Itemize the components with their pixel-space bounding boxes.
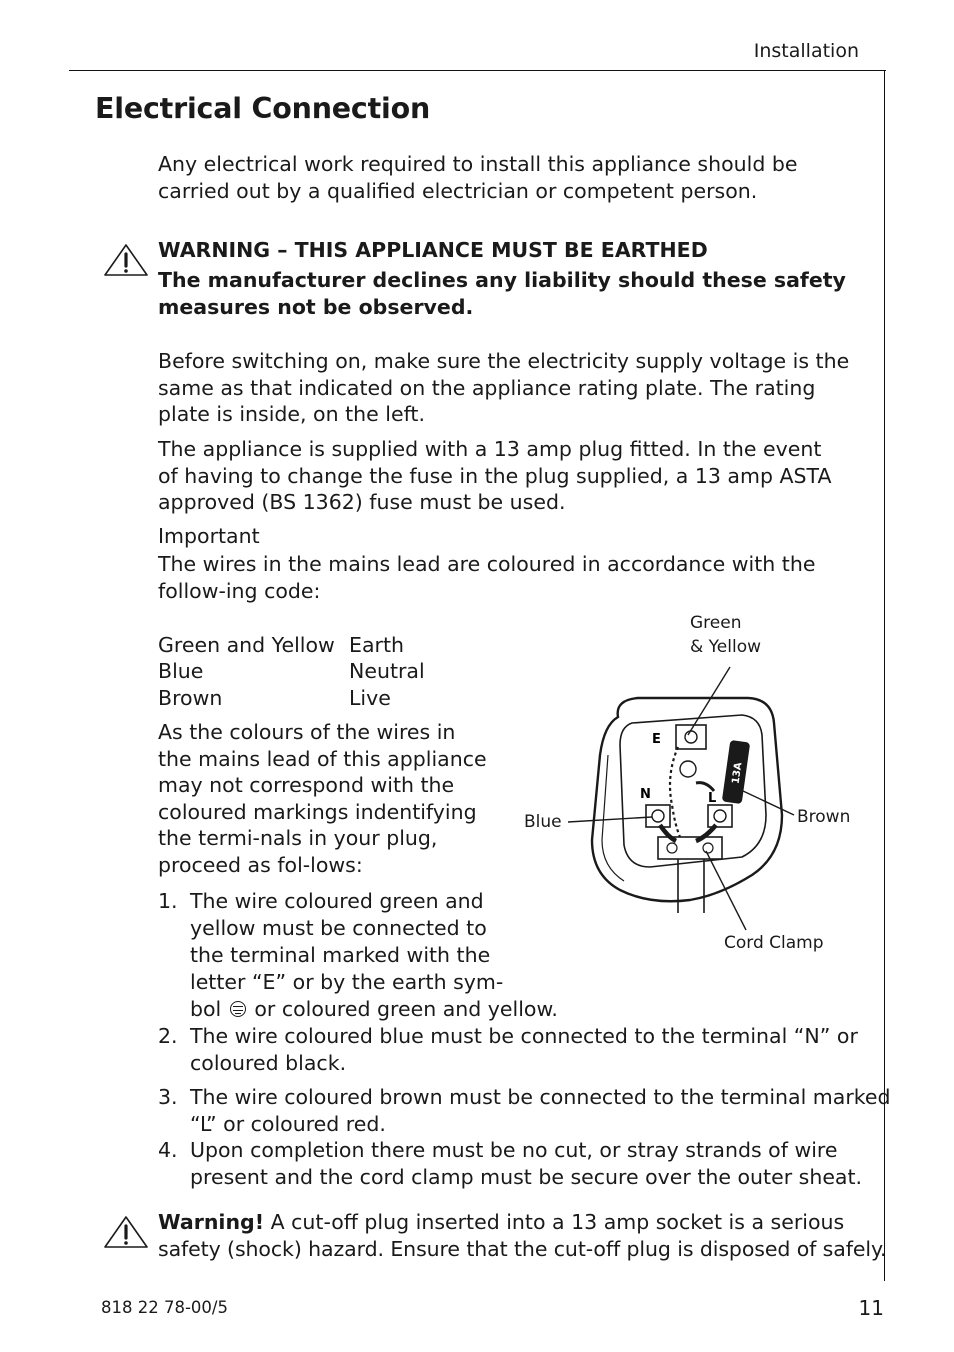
list-text: Upon completion there must be no cut, or stray strands of wire <box>190 1138 838 1162</box>
list-item <box>158 888 558 1023</box>
terminal-l-label: L <box>708 791 717 806</box>
plug-paragraph: The appliance is supplied with a 13 amp plug fitted. In the event of having to change the fuse in the plug supplied, a 13 amp ASTA approved (BS 1362) fuse must be used. <box>158 437 832 514</box>
colours-paragraph: As the colours of the wires in the mains lead of this appliance may not correspond with the coloured markings indentifying the termi-nals in your plug, proceed as fol-lows: <box>158 720 487 877</box>
label-brown: Brown <box>797 807 851 827</box>
list-number: 2. <box>158 1024 178 1048</box>
warning-text: A cut-off plug inserted into a 13 amp socket is a serious <box>270 1210 845 1234</box>
important-heading: Important <box>158 524 260 548</box>
label-green-yellow: & Yellow <box>690 637 761 657</box>
list-text: “L” or coloured red. <box>190 1112 386 1136</box>
list-text: the terminal marked with the <box>190 943 491 967</box>
warning-body: The manufacturer declines any liability should these safety measures not be observed. <box>158 268 846 319</box>
list-item <box>158 1084 891 1138</box>
plug-illustration <box>520 605 860 965</box>
wire-meaning-live: Live <box>349 686 391 710</box>
list-text: coloured black. <box>190 1051 347 1075</box>
page-number: 11 <box>858 1296 884 1320</box>
page-title: Electrical Connection <box>95 92 431 125</box>
header-rule <box>69 70 886 71</box>
document-code: 818 22 78-00/5 <box>101 1298 228 1317</box>
earth-symbol-icon <box>230 1001 246 1017</box>
list-text: yellow must be connected to <box>190 916 487 940</box>
list-text: The wire coloured green and <box>190 889 484 913</box>
label-cord-clamp: Cord Clamp <box>724 933 824 953</box>
warning-text: safety (shock) hazard. Ensure that the cut-off plug is disposed of safely. <box>158 1237 887 1261</box>
list-text: The wire coloured brown must be connected to the terminal marked <box>190 1085 891 1109</box>
warning-icon <box>103 243 149 277</box>
list-text: letter “E” or by the earth sym- <box>190 970 504 994</box>
wire-meaning-neutral: Neutral <box>349 659 425 683</box>
list-text: present and the cord clamp must be secure over the outer sheat. <box>190 1165 863 1189</box>
list-text: bol <box>190 997 222 1021</box>
intro-paragraph: Any electrical work required to install this appliance should be carried out by a qualified electrician or competent person. <box>158 152 798 203</box>
terminal-e-label: E <box>652 732 661 747</box>
fuse-label: 13A <box>730 761 745 785</box>
wire-colour-green-yellow: Green and Yellow <box>158 633 335 657</box>
warning-heading: WARNING – THIS APPLIANCE MUST BE EARTHED <box>158 238 708 262</box>
wire-meaning-earth: Earth <box>349 633 404 657</box>
list-text: or coloured green and yellow. <box>254 997 558 1021</box>
list-number: 1. <box>158 889 178 913</box>
warning-cutoff-plug <box>158 1209 887 1263</box>
list-text: The wire coloured blue must be connected to the terminal “N” or <box>190 1024 858 1048</box>
plug-wiring-diagram <box>520 605 860 965</box>
list-item <box>158 1023 868 1077</box>
label-green: Green <box>690 613 742 633</box>
terminal-n-label: N <box>640 787 651 802</box>
section-label: Installation <box>753 40 859 62</box>
label-blue: Blue <box>524 812 562 832</box>
list-number: 4. <box>158 1138 178 1162</box>
voltage-paragraph: Before switching on, make sure the electricity supply voltage is the same as that indicated on the appliance rating plate. The rating plate is inside, on the left. <box>158 349 850 426</box>
important-body: The wires in the mains lead are coloured in accordance with the follow-ing code: <box>158 552 816 603</box>
wire-colour-brown: Brown <box>158 686 223 710</box>
wire-colour-blue: Blue <box>158 659 204 683</box>
list-item <box>158 1137 868 1191</box>
warning-label: Warning! <box>158 1210 265 1234</box>
warning-icon <box>103 1215 149 1249</box>
list-number: 3. <box>158 1085 178 1109</box>
